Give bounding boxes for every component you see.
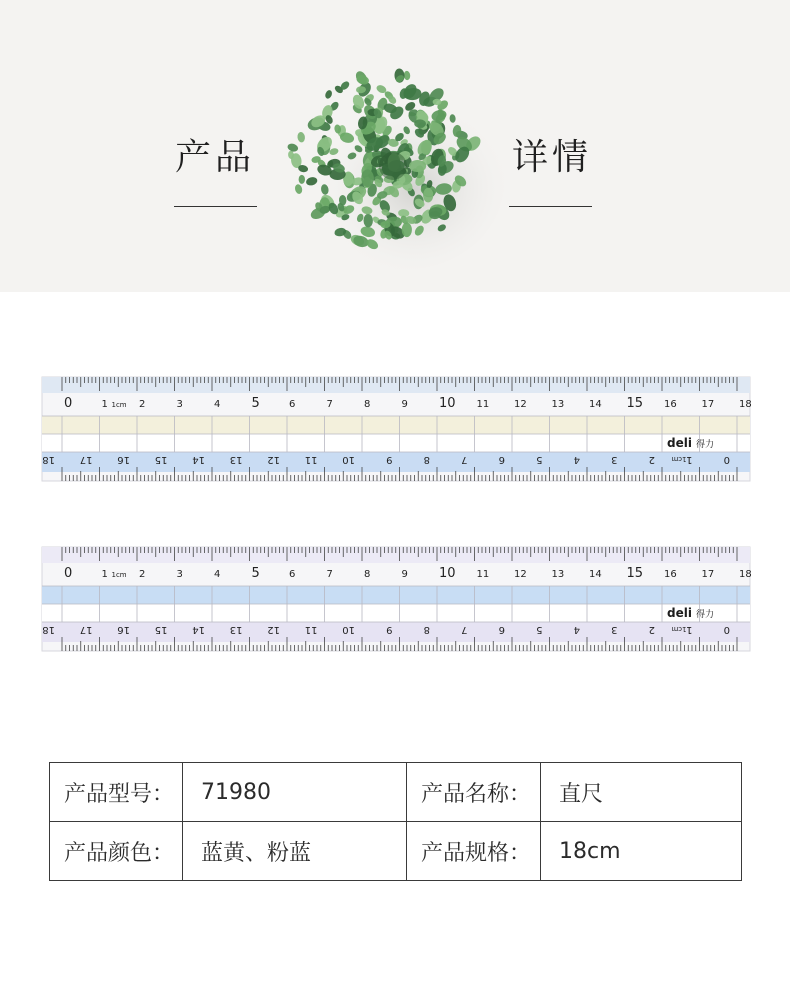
spec-table — [49, 762, 742, 881]
ruler-blue-yellow-top-number: 10 — [439, 396, 456, 411]
ruler-pink-blue-bottom-number: 6 — [498, 624, 505, 635]
ruler-blue-yellow-top-number: 12 — [514, 399, 527, 410]
ruler-blue-yellow-brand-logo: deli — [667, 436, 692, 450]
ruler-pink-blue-top-number: 17 — [701, 569, 715, 580]
ruler-blue-yellow-unit-label-bottom: 1cm — [671, 455, 687, 463]
ruler-pink-blue-top-number: 1 — [101, 569, 108, 580]
ruler-pink-blue-bottom-number: 17 — [79, 624, 93, 635]
ruler-blue-yellow-top-number: 15 — [626, 396, 644, 411]
ruler-pink-blue-top-number: 4 — [214, 569, 221, 580]
ruler-blue-yellow-bottom-number: 10 — [342, 454, 355, 465]
ruler-pink-blue-top-number: 18 — [739, 569, 752, 580]
spec-value-model: 71980 — [183, 763, 407, 822]
ruler-blue-yellow-top-number: 11 — [476, 399, 490, 410]
ruler-blue-yellow-bottom-number: 2 — [648, 454, 655, 465]
ruler-blue-yellow-top-number: 5 — [251, 396, 260, 411]
ruler-pink-blue-bottom-number: 2 — [648, 624, 655, 635]
ruler-blue-yellow-bottom-number: 5 — [536, 454, 543, 465]
ruler-pink-blue-bottom-number: 11 — [304, 624, 318, 635]
ruler-pink-blue-bottom-number: 16 — [117, 624, 130, 635]
ruler-blue-yellow-bottom-number: 8 — [423, 454, 430, 465]
ruler-pink-blue-top-number: 3 — [176, 569, 183, 580]
ruler-pink-blue-bottom-number: 13 — [229, 624, 243, 635]
ruler-blue-yellow-bottom-number: 9 — [386, 454, 393, 465]
ruler-pink-blue-top-number: 14 — [589, 569, 602, 580]
spec-key-model: 产品型号： — [50, 763, 183, 822]
table-row — [50, 763, 742, 822]
ruler-blue-yellow-bottom-number: 6 — [498, 454, 505, 465]
ruler-pink-blue-bottom-number: 5 — [536, 624, 543, 635]
ruler-blue-yellow-top-number: 2 — [139, 399, 146, 410]
ruler-blue-yellow-top-number: 14 — [589, 399, 602, 410]
ruler-blue-yellow-bottom-number: 16 — [117, 454, 130, 465]
ruler-blue-yellow-top-number: 9 — [401, 399, 408, 410]
ruler-pink-blue-top-number: 10 — [439, 566, 456, 581]
ruler-pink-blue-bottom-number: 9 — [386, 624, 393, 635]
ruler-blue-yellow-bottom-number: 4 — [573, 454, 580, 465]
ruler-pink-blue-bottom-number: 0 — [723, 624, 730, 635]
ruler-pink-blue-top-number: 0 — [64, 566, 73, 581]
ruler-pink-blue-brand-logo: deli — [667, 606, 692, 620]
ruler-pink-blue-bottom-number: 10 — [342, 624, 355, 635]
ruler-blue-yellow-top-number: 7 — [326, 399, 333, 410]
ruler-blue-yellow-brand-cn: 得力 — [696, 440, 715, 450]
spec-value-name: 直尺 — [541, 763, 742, 822]
ruler-pink-blue-top-number: 11 — [476, 569, 490, 580]
ruler-blue-yellow-bottom-number: 13 — [229, 454, 243, 465]
hero-underline-right — [509, 206, 592, 207]
ruler-blue-yellow-top-number: 13 — [551, 399, 565, 410]
spec-value-size: 18cm — [541, 822, 742, 881]
ruler-pink-blue-top-number: 7 — [326, 569, 333, 580]
ruler-blue-yellow — [42, 377, 750, 481]
ruler-pink-blue-top-number: 9 — [401, 569, 408, 580]
ruler-blue-yellow-bottom-number: 18 — [42, 454, 55, 465]
potted-plant-image — [280, 60, 500, 270]
ruler-pink-blue-top-number: 12 — [514, 569, 527, 580]
ruler-blue-yellow-top-number: 18 — [739, 399, 752, 410]
ruler-pink-blue-bottom-number: 3 — [611, 624, 618, 635]
hero-title-left: 产品 — [175, 137, 256, 178]
ruler-blue-yellow-top-number: 4 — [214, 399, 221, 410]
ruler-pink-blue-bottom-number: 12 — [267, 624, 280, 635]
ruler-blue-yellow-bottom-number: 11 — [304, 454, 318, 465]
ruler-blue-yellow-bottom-number: 7 — [461, 454, 468, 465]
hero-banner — [0, 0, 790, 292]
ruler-blue-yellow-bottom-number: 12 — [267, 454, 280, 465]
ruler-blue-yellow-bottom-number: 1 — [686, 454, 693, 465]
ruler-blue-yellow-top-number: 3 — [176, 399, 183, 410]
ruler-pink-blue-top-number: 16 — [664, 569, 677, 580]
ruler-blue-yellow-top-number: 16 — [664, 399, 677, 410]
spec-key-size: 产品规格： — [407, 822, 541, 881]
ruler-pink-blue — [42, 547, 750, 651]
ruler-pink-blue-top-number: 8 — [364, 569, 371, 580]
ruler-blue-yellow-bottom-number: 15 — [154, 454, 168, 465]
hero-underline-left — [174, 206, 257, 207]
ruler-pink-blue-bottom-number: 15 — [154, 624, 168, 635]
ruler-blue-yellow-bottom-number: 3 — [611, 454, 618, 465]
ruler-pink-blue-unit-label-bottom: 1cm — [671, 625, 687, 633]
ruler-pink-blue-top-number: 6 — [289, 569, 296, 580]
ruler-pink-blue-top-number: 5 — [251, 566, 260, 581]
ruler-blue-yellow-bottom-number: 14 — [192, 454, 205, 465]
ruler-pink-blue-bottom-number: 18 — [42, 624, 55, 635]
ruler-pink-blue-bottom-number: 7 — [461, 624, 468, 635]
ruler-blue-yellow-bottom-number: 17 — [79, 454, 93, 465]
spec-key-color: 产品颜色： — [50, 822, 183, 881]
ruler-pink-blue-top-number: 15 — [626, 566, 644, 581]
ruler-pink-blue-bottom-number: 8 — [423, 624, 430, 635]
ruler-pink-blue-bottom-number: 1 — [686, 624, 693, 635]
ruler-pink-blue-bottom-number: 4 — [573, 624, 580, 635]
hero-title-right: 详情 — [512, 137, 593, 178]
ruler-blue-yellow-bottom-number: 0 — [723, 454, 730, 465]
ruler-pink-blue-top-number: 2 — [139, 569, 146, 580]
ruler-pink-blue-top-number: 13 — [551, 569, 565, 580]
ruler-blue-yellow-top-number: 0 — [64, 396, 73, 411]
ruler-pink-blue-bottom-number: 14 — [192, 624, 205, 635]
ruler-blue-yellow-top-number: 17 — [701, 399, 715, 410]
ruler-pink-blue-brand-cn: 得力 — [696, 610, 715, 620]
table-row — [50, 822, 742, 881]
ruler-blue-yellow-top-number: 8 — [364, 399, 371, 410]
ruler-pink-blue-unit-label: 1cm — [111, 571, 127, 579]
ruler-blue-yellow-top-number: 1 — [101, 399, 108, 410]
ruler-blue-yellow-top-number: 6 — [289, 399, 296, 410]
spec-key-name: 产品名称： — [407, 763, 541, 822]
ruler-blue-yellow-unit-label: 1cm — [111, 401, 127, 409]
spec-value-color: 蓝黄、粉蓝 — [183, 822, 407, 881]
